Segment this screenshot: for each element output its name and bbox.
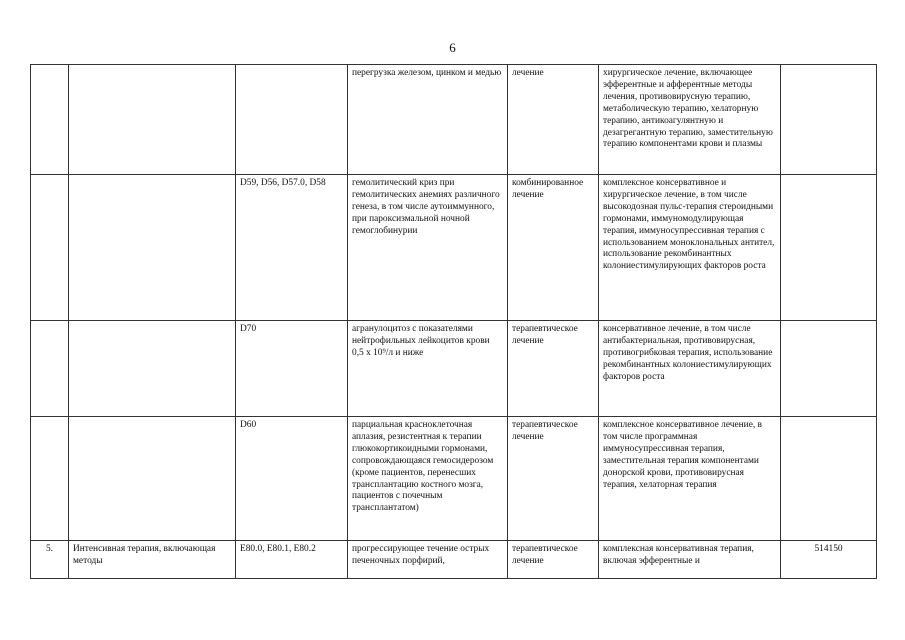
diagnosis-codes: D60 [236, 417, 348, 541]
treatment-type: лечение [508, 65, 599, 175]
row-number: 5. [31, 541, 69, 579]
treatment-type: терапевтическое лечение [508, 541, 599, 579]
page-number: 6 [449, 40, 456, 55]
diagnosis-codes: D70 [236, 321, 348, 417]
patient-model: парциальная красноклеточная аплазия, резистентная к терапии глюкокортикоидными гормонами, сопровождающаяся гемосидерозом (кроме пациентов, перенесших трансплантацию костного мозга, пациентов с почечным трансплантатом) [348, 417, 508, 541]
financial-norm [781, 65, 877, 175]
treatment-type: комбинированное лечение [508, 175, 599, 321]
care-profile: Интенсивная терапия, включающая методы [69, 541, 236, 579]
table-row [31, 321, 877, 417]
table-row [31, 541, 877, 579]
table-row [31, 175, 877, 321]
treatment-method: хирургическое лечение, включающее эфферентные и афферентные методы лечения, противовирусную терапию, метаболическую терапию, хелаторную терапию, антикоагулянтную и дезагрегантную терапию, заместительную терапию компонентами крови и плазмы [599, 65, 781, 175]
row-number [31, 321, 69, 417]
financial-norm [781, 175, 877, 321]
row-number [31, 175, 69, 321]
financial-norm: 514150 [781, 541, 877, 579]
medical-care-table [30, 64, 877, 579]
financial-norm [781, 321, 877, 417]
treatment-method: комплексное консервативное и хирургическое лечение, в том числе высокодозная пульс-терапия стероидными гормонами, иммуномодулирующая терапия, иммуносупрессивная терапия с использованием моноклональных антител, использование рекомбинантных колониестимулирующих факторов роста [599, 175, 781, 321]
row-number [31, 65, 69, 175]
patient-model: перегрузка железом, цинком и медью [348, 65, 508, 175]
treatment-method: комплексная консервативная терапия, включая эфферентные и [599, 541, 781, 579]
row-number [31, 417, 69, 541]
table-row [31, 417, 877, 541]
diagnosis-codes: E80.0, E80.1, E80.2 [236, 541, 348, 579]
diagnosis-codes [236, 65, 348, 175]
care-profile [69, 417, 236, 541]
patient-model: гемолитический криз при гемолитических анемиях различного генеза, в том числе аутоиммунного, при пароксизмальной ночной гемоглобинурии [348, 175, 508, 321]
patient-model: прогрессирующее течение острых печеночных порфирий, [348, 541, 508, 579]
diagnosis-codes: D59, D56, D57.0, D58 [236, 175, 348, 321]
patient-model: агранулоцитоз с показателями нейтрофильных лейкоцитов крови 0,5 x 10⁹/л и ниже [348, 321, 508, 417]
treatment-type: терапевтическое лечение [508, 417, 599, 541]
table-row [31, 65, 877, 175]
treatment-method: консервативное лечение, в том числе антибактериальная, противовирусная, противогрибковая терапия, использование рекомбинантных колониестимулирующих факторов роста [599, 321, 781, 417]
care-profile [69, 65, 236, 175]
treatment-method: комплексное консервативное лечение, в том числе программная иммуносупрессивная терапия, заместительная терапия компонентами донорской крови, противовирусная терапия, хелаторная терапия [599, 417, 781, 541]
care-profile [69, 321, 236, 417]
financial-norm [781, 417, 877, 541]
treatment-type: терапевтическое лечение [508, 321, 599, 417]
care-profile [69, 175, 236, 321]
